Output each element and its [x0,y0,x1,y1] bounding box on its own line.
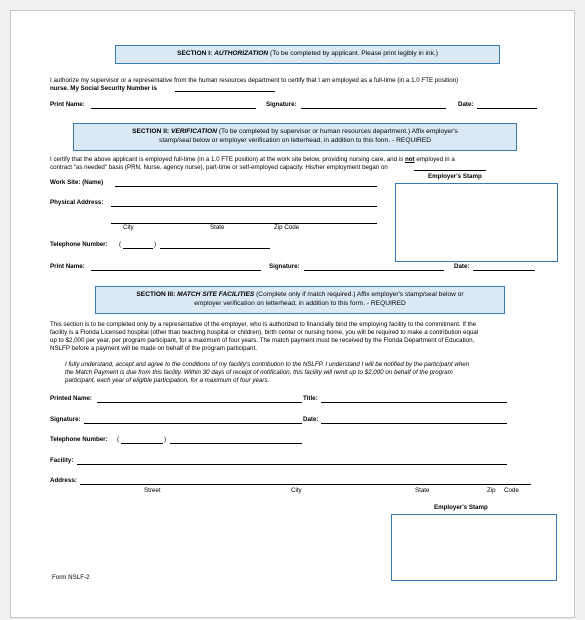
s3-employer-stamp-box [391,514,557,581]
title-field[interactable] [321,402,507,403]
s3-signature-label: Signature: [50,416,81,423]
s2-print-name-field[interactable] [91,270,261,271]
s3-zip-label: Zip [487,487,496,494]
s2-zip-label: Zip Code [274,224,300,231]
section2-header: SECTION II: VERIFICATION (To be completed by supervisor or human resources department.) Affix employer's stamp/seal below or employer verification on letterhead, in addition to this form. - REQUIRED [73,123,517,151]
employment-began-field[interactable] [414,170,486,171]
s2-signature-field[interactable] [304,270,444,271]
form-id: Form NSLF-2 [52,574,90,581]
section3-para-line4: NSLFP before a payment will be made on behalf of the program participant. [50,345,257,352]
s2-phone-field[interactable] [160,248,270,249]
s2-stamp-label: Employer's Stamp [428,173,482,180]
physical-address-field-2[interactable] [111,223,377,224]
s3-telephone-label: Telephone Number: [50,436,108,443]
s3-date-field[interactable] [321,423,507,424]
s2-phone-close: ) [154,241,157,248]
form-page [10,10,575,618]
s3-phone-field[interactable] [170,443,302,444]
s1-signature-field[interactable] [301,108,446,109]
s2-area-code-field[interactable] [123,248,153,249]
s3-phone-open: ( [117,436,120,443]
title-label: Title: [303,395,318,402]
section3-para-line2: facility is a Florida Licensed hospital (other than teaching hospital or children), birth center or nursing home, you will be required to make a contribution equal [50,329,479,336]
s3-phone-close: ) [164,436,167,443]
ssn-field[interactable] [175,91,275,92]
s2-date-field[interactable] [473,270,535,271]
s2-phone-open: ( [119,241,122,248]
s3-state-label: State [415,487,430,494]
facility-label: Facility: [50,457,74,464]
section2-para-line1: I certify that the above applicant is employed full-time (in a 1.0 FTE position) at the work site below, providing nursing care, and is not employed in a [50,156,455,163]
s1-print-name-field[interactable] [91,108,256,109]
section2-para-line2: contract "as needed" basis (PRN, Nurse, agency nurse), part-time or self-employed capacity. His/her employment began on [50,164,388,171]
physical-address-field[interactable] [111,206,377,207]
printed-name-label: Printed Name: [50,395,92,402]
section1-ssn-label: nurse. My Social Security Number is [50,85,157,92]
section1-header: SECTION I: AUTHORIZATION (To be completed by applicant. Please print legibly in ink.) [115,45,500,64]
s1-date-field[interactable] [477,108,537,109]
s2-signature-label: Signature: [269,263,300,270]
s2-date-label: Date: [454,263,470,270]
section3-para-line3: up to $2,000 per year, per program participant, for a maximum of four years. The match payment must be received by the Florida Department of Education, [50,337,475,344]
facility-field[interactable] [77,464,507,465]
section3-para-line1: This section is to be completed only by a representative of the employer, who is authorized to financially bind the employing facility to the commitment. If the [50,321,477,328]
s1-print-name-label: Print Name: [50,101,85,108]
s3-date-label: Date: [303,416,319,423]
section3-italic-line1: I fully understand, accept and agree to the conditions of my facility's contribution to the NSLFP. I understand I will be notified by the participant when [65,361,470,368]
address-field[interactable] [80,484,531,485]
physical-address-label: Physical Address: [50,199,104,206]
work-site-label: Work Site: (Name) [50,179,104,186]
s2-telephone-label: Telephone Number: [50,241,108,248]
s2-state-label: State [210,224,225,231]
address-label: Address: [50,477,77,484]
section3-italic-line3: participant, each year of eligible participation, for a maximum of four years. [65,377,270,384]
s3-stamp-label: Employer's Stamp [434,504,488,511]
section3-italic-line2: the Match Payment is due from this facility. Within 30 days of receipt of notification, this facility will remit up to $2,000 on behalf of the program [65,369,453,376]
s3-city-label: City [291,487,302,494]
work-site-field[interactable] [115,186,377,187]
s3-code-label: Code [504,487,519,494]
s1-signature-label: Signature: [266,101,297,108]
s3-area-code-field[interactable] [121,443,163,444]
section1-para-line1: I authorize my supervisor or a representative from the human resources department to certify that I am employed as a full-time (in a 1.0 FTE position) [50,77,459,84]
s2-employer-stamp-box [395,183,558,262]
section3-header: SECTION III: MATCH SITE FACILITIES (Complete only if match required.) Affix employer's stamp/seal below or employer verification on letterhead, in addition to this form. - REQUIRED [95,286,505,314]
s3-street-label: Street [144,487,161,494]
s1-date-label: Date: [458,101,474,108]
s2-city-label: City [123,224,134,231]
s3-signature-field[interactable] [84,423,302,424]
s2-print-name-label: Print Name: [50,263,85,270]
printed-name-field[interactable] [97,402,302,403]
